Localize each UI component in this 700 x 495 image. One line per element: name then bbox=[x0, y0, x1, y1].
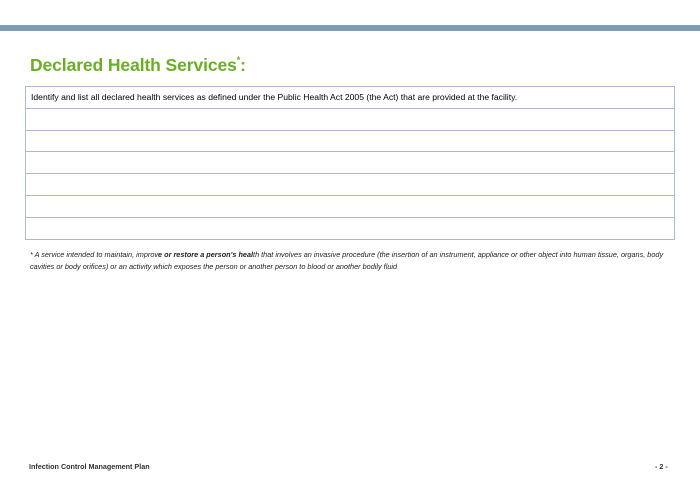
instruction-cell: Identify and list all declared health services as defined under the Public Health Act 2005 (the Act) that are provided at the facility. bbox=[31, 92, 518, 103]
section-title-text: Declared Health Services bbox=[30, 55, 237, 75]
service-entry-cell-3[interactable] bbox=[26, 152, 675, 174]
table-row bbox=[26, 195, 675, 217]
footer-page-number: - 2 - bbox=[655, 462, 668, 471]
header-bar bbox=[0, 25, 700, 31]
service-entry-cell-5[interactable] bbox=[26, 195, 675, 217]
table-header-row bbox=[26, 87, 675, 109]
table-row bbox=[26, 108, 675, 130]
section-title bbox=[30, 55, 246, 76]
footer-document-title: Infection Control Management Plan bbox=[29, 462, 150, 471]
table-row bbox=[26, 152, 675, 174]
service-entry-cell-6[interactable] bbox=[26, 217, 675, 239]
footnote-bold-text: e or restore a person's heal bbox=[158, 250, 254, 259]
service-entry-cell-2[interactable] bbox=[26, 130, 675, 152]
table-row bbox=[26, 217, 675, 239]
footnote-text-start: * A service intended to maintain, improv bbox=[30, 250, 159, 259]
footnote-marker: * bbox=[236, 55, 241, 66]
service-entry-cell-4[interactable] bbox=[26, 174, 675, 196]
table-row bbox=[26, 130, 675, 152]
footnote-text-rest: th that involves an invasive procedure (the insertion of an instrument, appliance or other object into human tissue, organs, body cavities or body orifices) or an activity which exposes the person or another person to blood or another bodily fluid bbox=[30, 250, 664, 271]
footnote bbox=[30, 249, 670, 272]
table-row bbox=[26, 174, 675, 196]
declared-services-table bbox=[25, 86, 675, 240]
title-colon: : bbox=[240, 55, 246, 75]
service-entry-cell-1[interactable] bbox=[26, 108, 675, 130]
